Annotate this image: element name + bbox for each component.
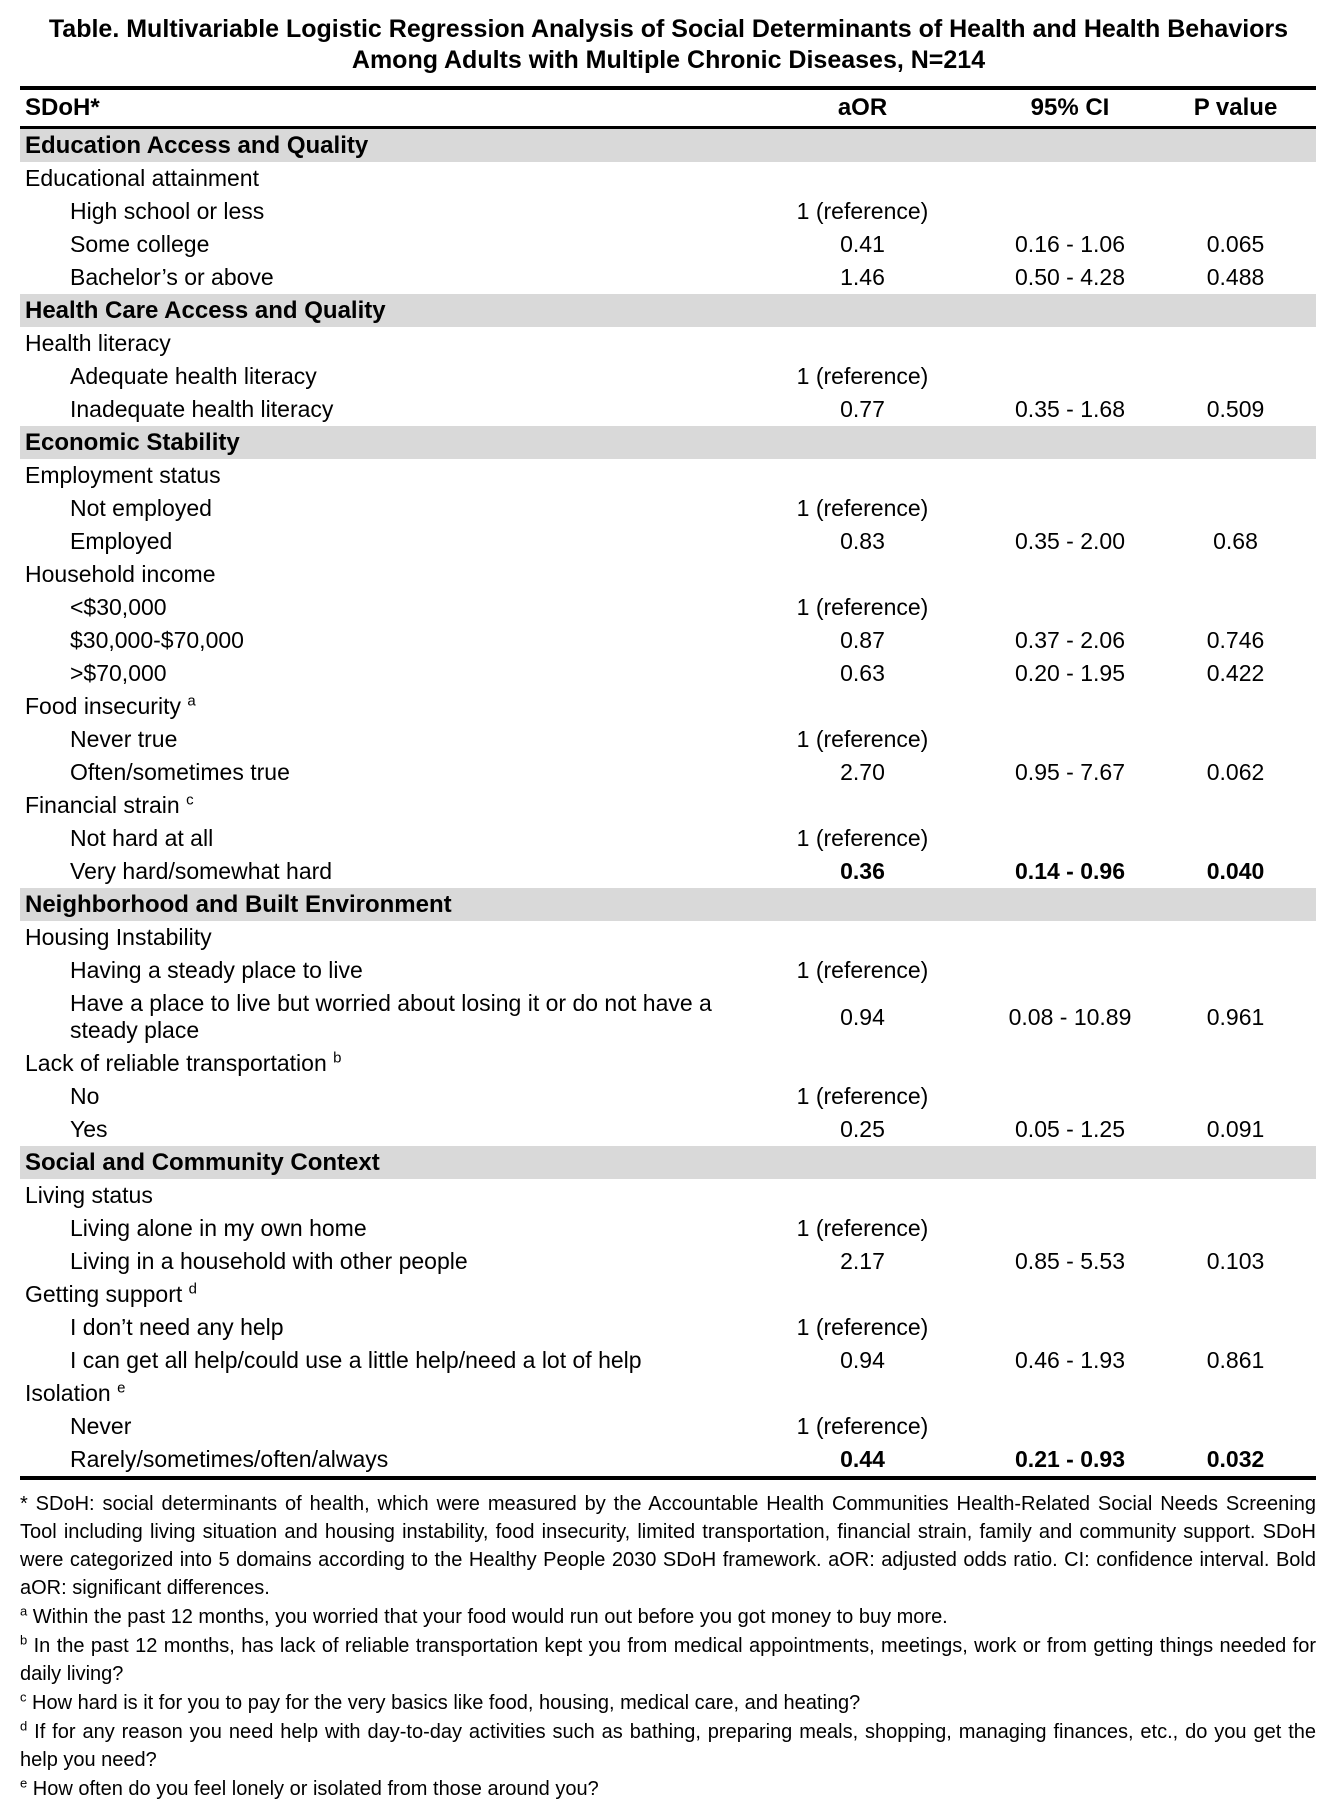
aor-value: 2.70 [840, 759, 885, 785]
footnote: $^c$ How hard is it for you to pay for the very basics like food, housing, medical care, and heating? [20, 1689, 861, 1714]
ci-value [985, 954, 1155, 987]
ci-value: 0.20 - 1.95 [1015, 660, 1125, 686]
row-label: I don’t need any help [70, 1314, 284, 1340]
table-row [20, 1443, 1316, 1478]
row-label: $30,000-$70,000 [70, 627, 244, 653]
table-title [20, 14, 1317, 76]
aor-value: 0.87 [840, 627, 885, 653]
ci-value [985, 822, 1155, 855]
table-row [20, 987, 1316, 1047]
table-row [20, 1113, 1316, 1146]
p-value: 0.509 [1206, 396, 1265, 422]
variable-label: Food insecurity $^a$ [25, 692, 196, 719]
p-value: 0.040 [1206, 858, 1265, 884]
row-label: >$70,000 [70, 660, 167, 686]
variable-row [20, 162, 1316, 195]
table-row [20, 1410, 1316, 1443]
aor-value: 1 (reference) [796, 957, 929, 983]
row-label: No [70, 1083, 100, 1109]
p-value: 0.961 [1206, 1003, 1265, 1030]
row-label: Often/sometimes true [70, 759, 290, 785]
aor-value: 1 (reference) [796, 363, 929, 389]
variable-row [20, 789, 1316, 822]
table-row [20, 1080, 1316, 1113]
variable-label: Housing Instability [25, 924, 212, 950]
row-label: Yes [70, 1116, 108, 1142]
aor-value: 1 (reference) [796, 1215, 929, 1241]
p-value [1155, 591, 1316, 624]
aor-value: 1 (reference) [796, 726, 929, 752]
row-label: Employed [70, 528, 173, 554]
variable-label: Educational attainment [25, 165, 259, 191]
aor-value: 1 (reference) [796, 594, 929, 620]
table-row [20, 657, 1316, 690]
footnote: $^b$ In the past 12 months, has lack of reliable transportation kept you from medical appointments, meetings, work or from getting things needed for daily living? [20, 1632, 1316, 1685]
variable-label: Getting support $^d$ [25, 1280, 197, 1307]
aor-value: 0.36 [840, 858, 885, 884]
aor-value: 0.63 [840, 660, 885, 686]
p-value: 0.091 [1206, 1116, 1265, 1142]
ci-value: 0.16 - 1.06 [1015, 231, 1125, 257]
footnote: $^e$ How often do you feel lonely or isolated from those around you? [20, 1775, 599, 1800]
column-header-aor: aOR [740, 88, 985, 128]
p-value: 0.103 [1206, 1248, 1265, 1274]
p-value: 0.488 [1206, 264, 1265, 290]
table-row [20, 1212, 1316, 1245]
row-label: Some college [70, 231, 210, 257]
variable-row [20, 1179, 1316, 1212]
aor-value: 1 (reference) [796, 198, 929, 224]
variable-row [20, 459, 1316, 492]
aor-value: 0.41 [840, 231, 885, 257]
variable-row [20, 327, 1316, 360]
table-row [20, 1311, 1316, 1344]
table-row [20, 822, 1316, 855]
aor-value: 0.94 [840, 1347, 885, 1373]
p-value [1155, 822, 1316, 855]
p-value [1155, 492, 1316, 525]
section-title: Education Access and Quality [20, 128, 1316, 163]
row-label: Living alone in my own home [70, 1215, 367, 1241]
table-row [20, 591, 1316, 624]
ci-value: 0.08 - 10.89 [1008, 1003, 1132, 1030]
table-row [20, 855, 1316, 888]
ci-value [985, 723, 1155, 756]
ci-value: 0.21 - 0.93 [1015, 1446, 1125, 1472]
p-value: 0.032 [1206, 1446, 1265, 1472]
aor-value: 2.17 [840, 1248, 885, 1274]
row-label: Have a place to live but worried about losing it or do not have a steady place [70, 990, 712, 1043]
aor-value: 1 (reference) [796, 495, 929, 521]
ci-value: 0.46 - 1.93 [1015, 1347, 1125, 1373]
column-header-ci: 95% CI [985, 88, 1155, 128]
aor-value: 0.25 [840, 1116, 885, 1142]
table-row [20, 1344, 1316, 1377]
regression-table [20, 86, 1316, 1480]
variable-row [20, 1278, 1316, 1311]
p-value: 0.422 [1206, 660, 1265, 686]
variable-label: Health literacy [25, 330, 171, 356]
footnote-marker: d [188, 1280, 197, 1298]
table-row [20, 228, 1316, 261]
ci-value: 0.35 - 1.68 [1015, 396, 1125, 422]
row-label: Very hard/somewhat hard [70, 858, 333, 884]
p-value: 0.062 [1206, 759, 1265, 785]
section-title: Neighborhood and Built Environment [20, 888, 1316, 921]
ci-value: 0.85 - 5.53 [1015, 1248, 1125, 1274]
aor-value: 1.46 [840, 264, 885, 290]
p-value [1155, 954, 1316, 987]
table-row [20, 624, 1316, 657]
column-header-row [20, 88, 1316, 128]
aor-value: 1 (reference) [796, 1083, 929, 1109]
footnote-marker: b [333, 1049, 342, 1067]
row-label: High school or less [70, 198, 265, 224]
column-header-sdoh: SDoH* [20, 88, 740, 128]
p-value [1155, 1080, 1316, 1113]
variable-row [20, 1047, 1316, 1080]
column-header-pvalue: P value [1155, 88, 1316, 128]
footnote-marker: a [187, 692, 196, 710]
ci-value [985, 591, 1155, 624]
table-row [20, 756, 1316, 789]
row-label: Adequate health literacy [70, 363, 317, 389]
p-value: 0.861 [1206, 1347, 1265, 1373]
p-value [1155, 1212, 1316, 1245]
table-row [20, 360, 1316, 393]
table-row [20, 723, 1316, 756]
section-title: Social and Community Context [20, 1146, 1316, 1179]
table-title-line2: Among Adults with Multiple Chronic Diseases, N=214 [351, 46, 986, 74]
p-value: 0.68 [1213, 528, 1258, 554]
table-row [20, 261, 1316, 294]
section-title: Economic Stability [20, 426, 1316, 459]
row-label: Rarely/sometimes/often/always [70, 1446, 389, 1472]
row-label: Never [70, 1413, 132, 1439]
aor-value: 1 (reference) [796, 1413, 929, 1439]
footnote-marker: b [20, 1632, 28, 1648]
p-value: 0.065 [1206, 231, 1265, 257]
section-header-row [20, 1146, 1316, 1179]
footnote-marker: c [20, 1689, 27, 1705]
footnote-marker: e [117, 1379, 126, 1397]
footnote-marker: a [20, 1603, 28, 1619]
ci-value: 0.05 - 1.25 [1015, 1116, 1125, 1142]
p-value: 0.746 [1206, 627, 1265, 653]
p-value [1155, 723, 1316, 756]
variable-label: Isolation $^e$ [25, 1379, 126, 1406]
aor-value: 1 (reference) [796, 1314, 929, 1340]
section-header-row [20, 426, 1316, 459]
variable-label: Financial strain $^c$ [25, 791, 194, 818]
p-value [1155, 195, 1316, 228]
footnote: $^d$ If for any reason you need help with day-to-day activities such as bathing, preparing meals, shopping, managing finances, etc., do you get the help you need? [20, 1718, 1316, 1771]
table-body [20, 128, 1316, 1479]
aor-value: 0.94 [840, 1003, 885, 1030]
footnotes [20, 1490, 1316, 1803]
variable-label: Household income [25, 561, 216, 587]
ci-value [985, 1212, 1155, 1245]
table-row [20, 954, 1316, 987]
variable-row [20, 558, 1316, 591]
ci-value [985, 492, 1155, 525]
ci-value: 0.14 - 0.96 [1015, 858, 1125, 884]
row-label: <$30,000 [70, 594, 167, 620]
aor-value: 0.44 [840, 1446, 885, 1472]
ci-value [985, 1311, 1155, 1344]
table-row [20, 525, 1316, 558]
table-row [20, 195, 1316, 228]
row-label: Never true [70, 726, 178, 752]
row-label: Bachelor’s or above [70, 264, 274, 290]
footnote: $^a$ Within the past 12 months, you worried that your food would run out before you got money to buy more. [20, 1603, 948, 1628]
p-value [1155, 1410, 1316, 1443]
p-value [1155, 1311, 1316, 1344]
section-header-row [20, 128, 1316, 163]
row-label: Inadequate health literacy [70, 396, 334, 422]
variable-label: Lack of reliable transportation $^b$ [25, 1049, 342, 1076]
variable-row [20, 921, 1316, 954]
footnote-marker: e [20, 1775, 28, 1791]
row-label: Not hard at all [70, 825, 214, 851]
section-header-row [20, 294, 1316, 327]
aor-value: 0.83 [840, 528, 885, 554]
row-label: Living in a household with other people [70, 1248, 468, 1274]
section-title: Health Care Access and Quality [20, 294, 1316, 327]
ci-value: 0.37 - 2.06 [1015, 627, 1125, 653]
ci-value: 0.95 - 7.67 [1015, 759, 1125, 785]
ci-value [985, 1080, 1155, 1113]
row-label: Not employed [70, 495, 212, 521]
table-row [20, 492, 1316, 525]
p-value [1155, 360, 1316, 393]
ci-value [985, 1410, 1155, 1443]
footnote-marker: c [186, 791, 194, 809]
footnote: * SDoH: social determinants of health, which were measured by the Accountable Health Communities Health-Related Social Needs Screening Tool including living situation and housing instability, food insecurity, limited transportation, financial strain, family and community support. SDoH were categorized into 5 domains according to the Healthy People 2030 SDoH framework. aOR: adjusted odds ratio. CI: confidence interval. Bold aOR: significant differences. [20, 1493, 1316, 1599]
ci-value: 0.35 - 2.00 [1015, 528, 1125, 554]
variable-label: Living status [25, 1182, 153, 1208]
section-header-row [20, 888, 1316, 921]
table-row [20, 1245, 1316, 1278]
footnote-marker: d [20, 1718, 28, 1734]
ci-value [985, 195, 1155, 228]
ci-value: 0.50 - 4.28 [1015, 264, 1125, 290]
row-label: Having a steady place to live [70, 957, 363, 983]
aor-value: 0.77 [840, 396, 885, 422]
variable-label: Employment status [25, 462, 221, 488]
variable-row [20, 690, 1316, 723]
ci-value [985, 360, 1155, 393]
aor-value: 1 (reference) [796, 825, 929, 851]
row-label: I can get all help/could use a little help/need a lot of help [70, 1347, 642, 1373]
variable-row [20, 1377, 1316, 1410]
table-row [20, 393, 1316, 426]
table-title-line1: Table. Multivariable Logistic Regression Analysis of Social Determinants of Health and Health Behaviors [48, 15, 1289, 43]
